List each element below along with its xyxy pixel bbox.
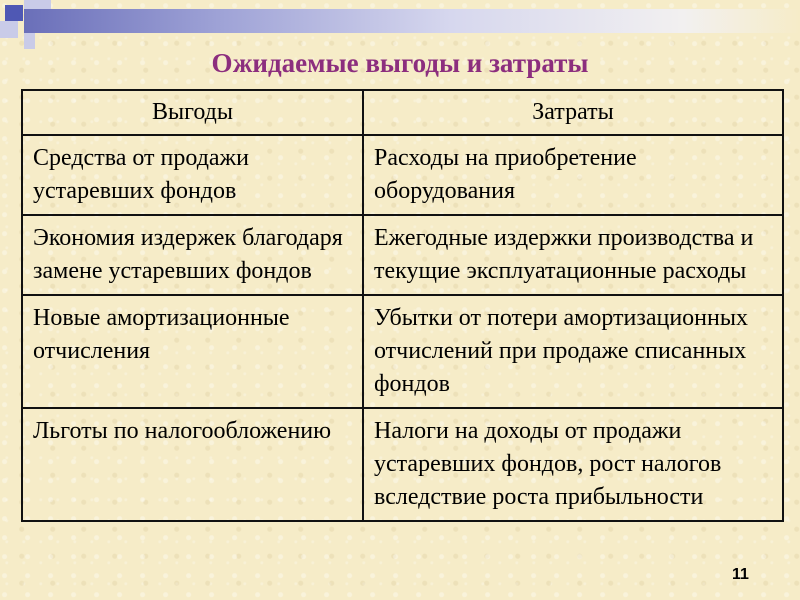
table-row [22, 215, 783, 295]
slide-title: Ожидаемые выгоды и затраты [211, 48, 589, 78]
benefits-costs-table [21, 89, 784, 522]
benefit-cell: Новые амортизационные отчисления [22, 295, 363, 408]
table-row [22, 408, 783, 521]
table-header-row [22, 90, 783, 135]
cost-cell: Ежегодные издержки производства и текущие эксплуатационные расходы [363, 215, 783, 295]
decorative-square [5, 5, 23, 21]
cost-cell: Убытки от потери амортизационных отчислений при продаже списанных фондов [363, 295, 783, 408]
decorative-square [0, 21, 18, 38]
cost-cell: Расходы на приобретение оборудования [363, 135, 783, 215]
column-header-costs: Затраты [363, 90, 783, 135]
benefit-cell: Средства от продажи устаревших фондов [22, 135, 363, 215]
column-header-benefits: Выгоды [22, 90, 363, 135]
page-number: 11 [732, 566, 749, 583]
decorative-header-bar [24, 9, 800, 33]
decorative-square [36, 0, 51, 9]
table-row [22, 295, 783, 408]
decorative-square [24, 33, 35, 49]
benefit-cell: Льготы по налогообложению [22, 408, 363, 521]
cost-cell: Налоги на доходы от продажи устаревших фондов, рост налогов вследствие роста прибыльности [363, 408, 783, 521]
benefit-cell: Экономия издержек благодаря замене устаревших фондов [22, 215, 363, 295]
table-row [22, 135, 783, 215]
